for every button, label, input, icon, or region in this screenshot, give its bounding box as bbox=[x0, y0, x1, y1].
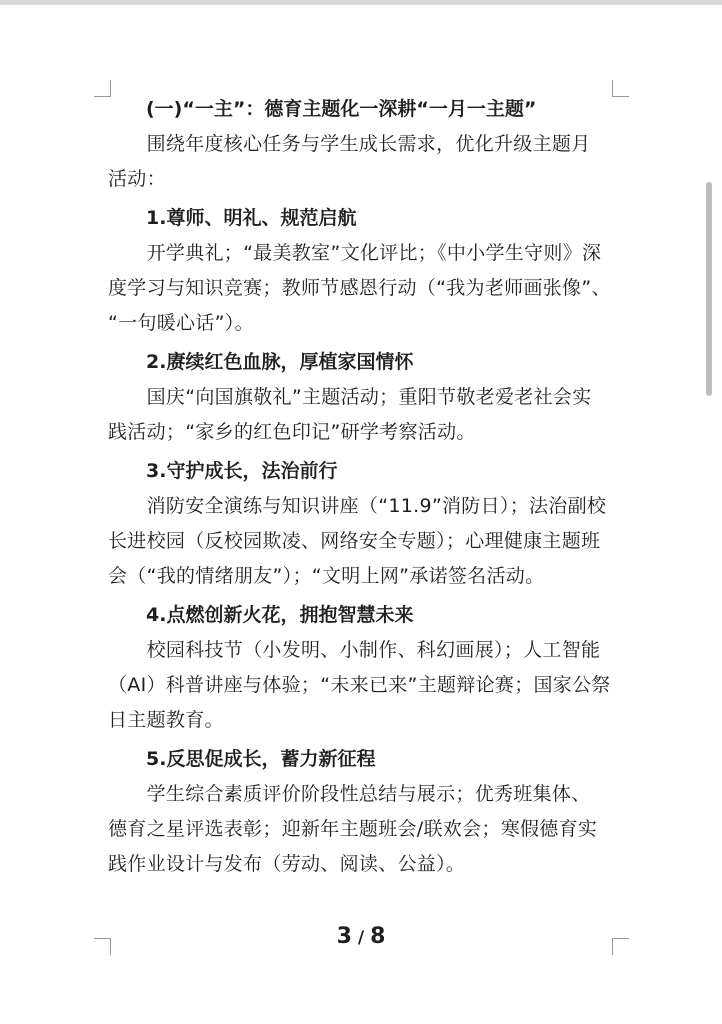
page-separator: / bbox=[357, 928, 365, 948]
section-body bbox=[108, 236, 618, 341]
section-body bbox=[108, 777, 618, 882]
section-body bbox=[108, 633, 618, 738]
text-line: 践作业设计与发布（劳动、阅读、公益）。 bbox=[108, 853, 466, 875]
text-line: “一句暖心话”）。 bbox=[108, 312, 254, 334]
page-indicator bbox=[0, 924, 722, 949]
text-line: 校园科技节（小发明、小制作、科幻画展）；人工智能 bbox=[108, 639, 601, 661]
text-line: 学生综合素质评价阶段性总结与展示；优秀班集体、 bbox=[108, 783, 591, 805]
text-line: 度学习与知识竞赛；教师节感恩行动（“我为老师画张像”、 bbox=[108, 277, 611, 299]
text-line: （AI）科普讲座与体验；“未来已来”主题辩论赛；国家公祭 bbox=[108, 674, 611, 696]
section-body bbox=[108, 489, 618, 594]
current-page: 3 bbox=[336, 924, 352, 949]
text-line: 消防安全演练与知识讲座（“11.9”消防日）；法治副校 bbox=[108, 495, 607, 517]
text-line: 活动： bbox=[108, 168, 166, 190]
text-line: 践活动；“家乡的红色印记”研学考察活动。 bbox=[108, 421, 476, 443]
total-pages: 8 bbox=[370, 924, 386, 949]
text-line: 开学典礼；“最美教室”文化评比；《中小学生守则》深 bbox=[108, 242, 602, 264]
vertical-scrollbar[interactable] bbox=[706, 182, 712, 396]
text-line: 长进校园（反校园欺凌、网络安全专题）；心理健康主题班 bbox=[108, 530, 601, 552]
text-line: 德育之星评选表彰；迎新年主题班会/联欢会；寒假德育实 bbox=[108, 818, 598, 840]
text-line: 围绕年度核心任务与学生成长需求，优化升级主题月 bbox=[108, 133, 591, 155]
text-line: 日主题教育。 bbox=[108, 709, 224, 731]
text-line: 国庆“向国旗敬礼”主题活动；重阳节敬老爱老社会实 bbox=[108, 386, 592, 408]
section-title: 4.点燃创新火花，拥抱智慧未来 bbox=[146, 604, 414, 626]
intro-paragraph bbox=[108, 127, 618, 197]
main-heading: (一)“一主”：德育主题化一深耕“一月一主题” bbox=[146, 98, 537, 120]
document-body bbox=[108, 92, 618, 886]
text-line: 会（“我的情绪朋友”）；“文明上网”承诺签名活动。 bbox=[108, 565, 545, 587]
section-title: 2.赓续红色血脉，厚植家国情怀 bbox=[146, 351, 414, 373]
top-toolbar-edge bbox=[0, 0, 722, 5]
section-title: 5.反思促成长，蓄力新征程 bbox=[146, 748, 376, 770]
section-title: 3.守护成长，法治前行 bbox=[146, 460, 338, 482]
section-body bbox=[108, 380, 618, 450]
section-title: 1.尊师、明礼、规范启航 bbox=[146, 207, 357, 229]
